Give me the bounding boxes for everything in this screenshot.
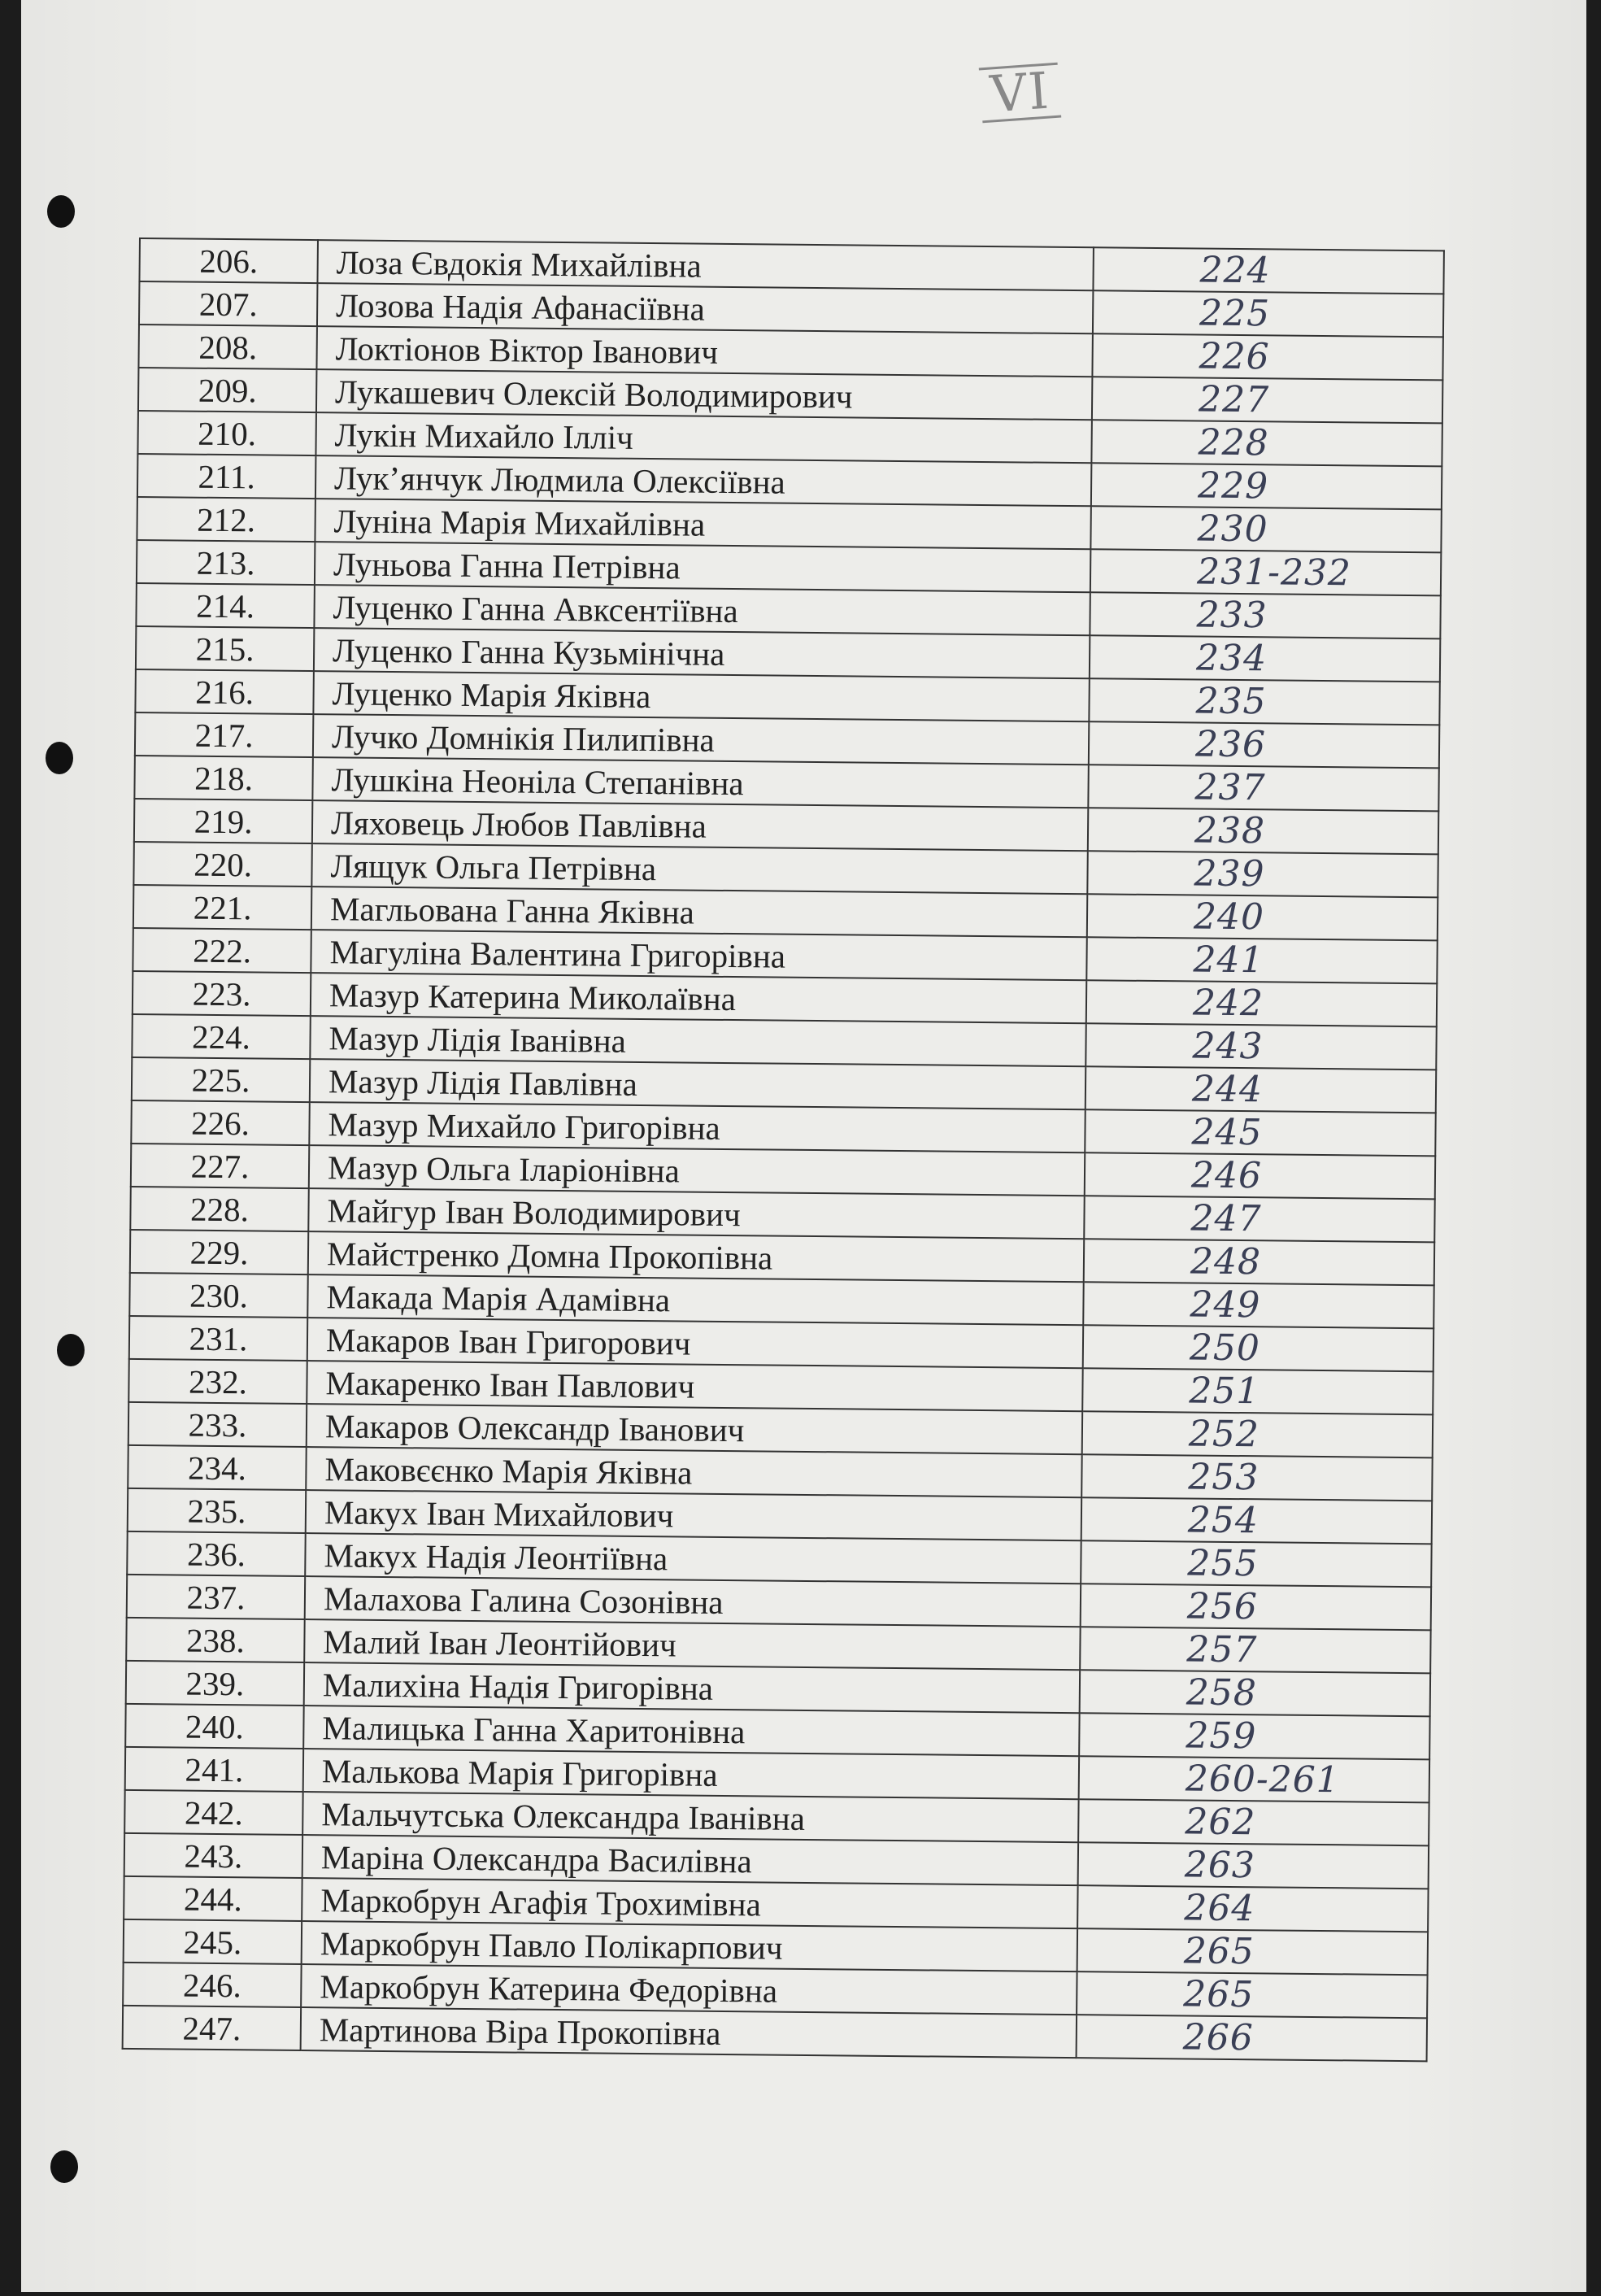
page-number-cell: 229	[1091, 463, 1442, 509]
row-number-cell: 211.	[137, 454, 315, 499]
page-number-cell: 235	[1089, 678, 1439, 725]
row-number-cell: 230.	[129, 1273, 307, 1318]
person-name-cell: Маркобрун Агафія Трохимівна	[302, 1878, 1077, 1928]
page-number-cell: 242	[1086, 980, 1437, 1026]
person-name-cell: Лунiна Марія Михайлівна	[315, 499, 1090, 549]
person-name-cell: Лушкіна Неоніла Степанівна	[312, 757, 1088, 808]
row-number-cell: 233.	[128, 1402, 307, 1447]
row-number-cell: 222.	[133, 928, 311, 973]
person-name-cell: Мазур Лідія Іванівна	[310, 1016, 1085, 1066]
row-number-cell: 240.	[125, 1704, 303, 1749]
person-name-cell: Лук’янчук Людмила Олексіївна	[315, 455, 1091, 506]
sheet-number-mark: VI	[979, 63, 1062, 124]
person-name-cell: Мальчутська Олександра Іванівна	[302, 1792, 1078, 1842]
person-name-cell: Лящук Ольга Петрівна	[311, 843, 1087, 894]
page-number-cell: 256	[1081, 1584, 1431, 1630]
punch-hole	[57, 1334, 85, 1366]
person-name-cell: Макух Надія Леонтіївна	[305, 1533, 1081, 1584]
page-number-cell: 240	[1087, 894, 1438, 940]
row-number-cell: 215.	[136, 626, 314, 671]
person-name-cell: Макух Іван Михайлович	[306, 1490, 1081, 1540]
row-number-cell: 219.	[134, 799, 312, 843]
row-number-cell: 242.	[124, 1790, 302, 1835]
person-name-cell: Луценко Ганна Авксентіївна	[314, 585, 1090, 635]
person-name-cell: Маркобрун Павло Полікарпович	[302, 1921, 1077, 1971]
page-number-cell: 251	[1082, 1368, 1433, 1414]
page-number-cell: 224	[1093, 247, 1443, 294]
person-name-cell: Лозова Надія Афанасіївна	[317, 283, 1093, 333]
page-number-cell: 239	[1087, 851, 1438, 897]
punch-hole	[47, 195, 75, 228]
person-name-cell: Макаров Іван Григорович	[307, 1318, 1083, 1368]
page-number-cell: 246	[1085, 1152, 1435, 1199]
person-name-cell: Мазур Ольга Іларіонівна	[309, 1145, 1085, 1196]
row-number-cell: 228.	[130, 1187, 308, 1231]
person-name-cell: Малий Іван Леонтійович	[304, 1619, 1080, 1670]
page-number-cell: 262	[1078, 1799, 1429, 1845]
register-table	[122, 237, 1445, 2062]
row-number-cell: 235.	[128, 1488, 306, 1533]
page-number-cell: 248	[1084, 1239, 1434, 1285]
page-number-cell: 244	[1085, 1066, 1436, 1113]
page-number-cell: 257	[1080, 1627, 1430, 1673]
person-name-cell: Макаренко Іван Павлович	[307, 1361, 1082, 1411]
page-number-cell: 258	[1080, 1670, 1430, 1716]
row-number-cell: 245.	[124, 1919, 302, 1964]
page-number-cell: 247	[1084, 1196, 1434, 1242]
page-number-cell: 230	[1090, 506, 1441, 552]
person-name-cell: Лукін Михайло Ілліч	[315, 412, 1091, 463]
row-number-cell: 220.	[133, 842, 311, 887]
person-name-cell: Майстренко Домна Прокопівна	[308, 1231, 1084, 1282]
page-number-cell: 226	[1092, 333, 1442, 380]
punch-hole	[50, 2150, 78, 2183]
row-number-cell: 207.	[139, 281, 317, 326]
row-number-cell: 231.	[129, 1316, 307, 1361]
person-name-cell: Ляховець Любов Павлівна	[312, 800, 1088, 851]
person-name-cell: Маковєєнко Марія Яківна	[306, 1447, 1081, 1497]
row-number-cell: 226.	[131, 1100, 309, 1145]
row-number-cell: 234.	[128, 1445, 306, 1490]
person-name-cell: Лукашевич Олексій Володимирович	[316, 369, 1092, 420]
row-number-cell: 221.	[133, 885, 311, 930]
row-number-cell: 225.	[132, 1057, 310, 1102]
row-number-cell: 224.	[132, 1014, 310, 1059]
row-number-cell: 217.	[135, 712, 313, 757]
row-number-cell: 210.	[137, 411, 315, 455]
person-name-cell: Мазур Михайло Григорівна	[309, 1102, 1085, 1152]
row-number-cell: 229.	[130, 1230, 308, 1274]
person-name-cell: Малихіна Надія Григорівна	[304, 1662, 1080, 1713]
person-name-cell: Малькова Марія Григорівна	[303, 1749, 1079, 1799]
page-number-cell: 237	[1088, 765, 1438, 811]
page-number-cell: 252	[1082, 1411, 1433, 1457]
page-number-cell: 266	[1077, 2015, 1427, 2061]
row-number-cell: 216.	[135, 669, 313, 714]
person-name-cell: Магуліна Валентина Григорівна	[311, 930, 1086, 980]
page-number-cell: 227	[1092, 377, 1442, 423]
row-number-cell: 246.	[123, 1963, 301, 2007]
page-number-cell: 263	[1078, 1842, 1429, 1889]
page-number-cell: 259	[1079, 1713, 1429, 1759]
row-number-cell: 241.	[125, 1747, 303, 1792]
page-number-cell: 249	[1083, 1282, 1434, 1328]
page-number-cell: 264	[1077, 1885, 1428, 1932]
person-name-cell: Мартинова Віра Прокопівна	[301, 2007, 1077, 2058]
page-number-cell: 236	[1089, 721, 1439, 768]
punch-hole	[46, 742, 73, 774]
document-page	[21, 0, 1586, 2292]
person-name-cell: Малицька Ганна Харитонівна	[303, 1706, 1079, 1756]
row-number-cell: 223.	[133, 971, 311, 1016]
page-number-cell: 228	[1091, 420, 1442, 466]
page-number-cell: 250	[1083, 1325, 1434, 1371]
person-name-cell: Маріна Олександра Василівна	[302, 1835, 1078, 1885]
page-number-cell: 243	[1085, 1023, 1436, 1070]
person-name-cell: Луньова Ганна Петрівна	[315, 542, 1090, 592]
row-number-cell: 247.	[123, 2006, 301, 2050]
person-name-cell: Маркобрун Катерина Федорівна	[301, 1964, 1077, 2015]
row-number-cell: 218.	[134, 756, 312, 800]
page-number-cell: 253	[1081, 1454, 1432, 1501]
person-name-cell: Луценко Марія Яківна	[313, 671, 1089, 721]
register-rows	[123, 238, 1444, 2061]
person-name-cell: Луценко Ганна Кузьмінічна	[314, 628, 1090, 678]
person-name-cell: Лучко Домнікія Пилипівна	[313, 714, 1089, 765]
page-number-cell: 254	[1081, 1497, 1432, 1544]
person-name-cell: Малахова Галина Созонівна	[305, 1576, 1081, 1627]
person-name-cell: Майгур Іван Володимирович	[308, 1188, 1084, 1239]
row-number-cell: 236.	[127, 1531, 305, 1576]
row-number-cell: 243.	[124, 1833, 302, 1878]
row-number-cell: 237.	[127, 1575, 305, 1619]
row-number-cell: 208.	[138, 325, 316, 369]
row-number-cell: 206.	[139, 238, 317, 283]
row-number-cell: 232.	[128, 1359, 307, 1404]
row-number-cell: 238.	[126, 1618, 304, 1662]
page-number-cell: 234	[1090, 635, 1440, 682]
page-number-cell: 265	[1077, 1928, 1428, 1975]
page-number-cell: 233	[1090, 592, 1440, 638]
row-number-cell: 213.	[137, 540, 315, 585]
page-number-cell: 225	[1093, 290, 1443, 337]
row-number-cell: 214.	[136, 583, 314, 628]
person-name-cell: Локтіонов Віктор Іванович	[316, 326, 1092, 377]
row-number-cell: 212.	[137, 497, 315, 542]
page-number-cell: 231-232	[1090, 549, 1441, 595]
page-number-cell: 245	[1085, 1109, 1435, 1156]
row-number-cell: 244.	[124, 1876, 302, 1921]
person-name-cell: Магльована Ганна Яківна	[311, 887, 1087, 937]
person-name-cell: Макаров Олександр Іванович	[307, 1404, 1082, 1454]
person-name-cell: Лоза Євдокія Михайлівна	[317, 240, 1093, 290]
person-name-cell: Мазур Лідія Павлівна	[310, 1059, 1085, 1109]
page-number-cell: 255	[1081, 1540, 1431, 1587]
page-number-cell: 238	[1088, 808, 1438, 854]
row-number-cell: 239.	[126, 1661, 304, 1706]
page-number-cell: 260-261	[1079, 1756, 1429, 1802]
page-number-cell: 241	[1086, 937, 1437, 983]
row-number-cell: 227.	[131, 1144, 309, 1188]
person-name-cell: Макада Марія Адамівна	[307, 1274, 1083, 1325]
page-number-cell: 265	[1077, 1971, 1427, 2018]
row-number-cell: 209.	[138, 368, 316, 412]
person-name-cell: Мазур Катерина Миколаївна	[311, 973, 1086, 1023]
